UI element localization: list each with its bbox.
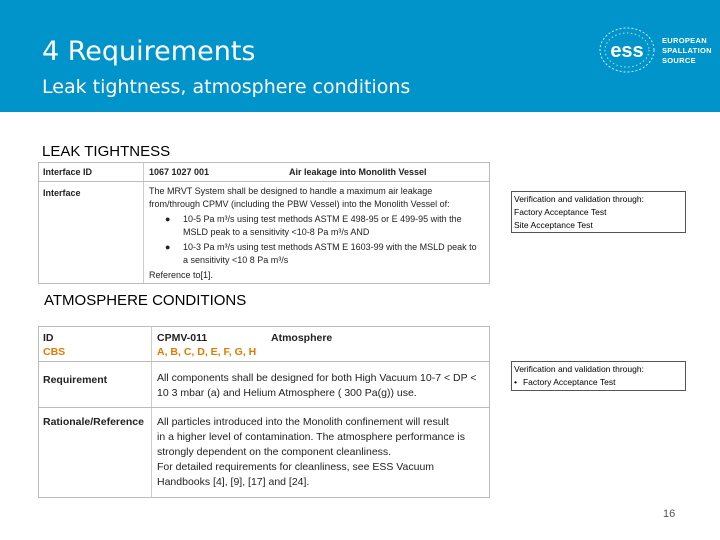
atmo-cbs-label: CBS — [43, 346, 66, 358]
atmo-verification-box — [511, 361, 686, 391]
svg-text:ess: ess — [610, 40, 644, 62]
logo-text-line2: SPALLATION — [662, 46, 712, 55]
verification-item: Site Acceptance Test — [514, 220, 593, 230]
atmo-id-value: CPMV-011 — [157, 332, 208, 344]
interface-text-line2: from/through CPMV (including the PBW Vessel) into the Monolith Vessel of: — [149, 199, 450, 209]
rationale-line: Handbooks [4], [9], [17] and [24]. — [157, 476, 310, 488]
table-divider — [39, 407, 490, 408]
interface-id-label: Interface ID — [43, 167, 93, 177]
leak-bullet-2-cont: a sensitivity <10 8 Pa m³/s — [183, 255, 289, 265]
atmosphere-heading: ATMOSPHERE CONDITIONS — [44, 292, 247, 309]
page-number: 16 — [663, 508, 676, 520]
requirement-label: Requirement — [43, 374, 108, 386]
rationale-label: Rationale/Reference — [43, 416, 144, 428]
verification-intro: Verification and validation through: — [514, 364, 644, 374]
leak-bullet-2: ● 10-3 Pa m³/s using test methods ASTM E 1603-99 with the MSLD peak to — [165, 242, 477, 252]
atmosphere-table — [38, 326, 490, 498]
ess-logo-mark-icon — [596, 24, 658, 76]
rationale-line: All particles introduced into the Monolith confinement will result — [157, 416, 449, 428]
slide-title: 4 Requirements — [42, 36, 256, 67]
leak-tightness-table — [38, 162, 490, 284]
logo-text-line1: EUROPEAN — [662, 36, 707, 45]
leak-tightness-heading: LEAK TIGHTNESS — [42, 143, 171, 160]
table-divider — [151, 327, 152, 498]
logo-text-line3: SOURCE — [662, 56, 696, 65]
rationale-line: strongly dependent on the component cleanliness. — [157, 446, 392, 458]
verification-item: • Factory Acceptance Test — [514, 377, 616, 387]
requirement-text-line2: 10 3 mbar (a) and Helium Atmosphere ( 300 Pa(g)) use. — [157, 387, 417, 399]
atmo-cbs-value: A, B, C, D, E, F, G, H — [157, 346, 257, 358]
interface-text-line1: The MRVT System shall be designed to handle a maximum air leakage — [149, 186, 433, 196]
atmo-id-label: ID — [43, 332, 54, 344]
atmo-title: Atmosphere — [271, 332, 333, 344]
interface-id-value: 1067 1027 001 — [149, 167, 210, 177]
rationale-line: in a higher level of contamination. The atmosphere performance is — [157, 431, 465, 443]
ess-logo — [596, 24, 716, 76]
slide-subtitle: Leak tightness, atmosphere conditions — [42, 76, 411, 98]
leak-verification-box — [511, 191, 686, 233]
table-divider — [39, 361, 490, 362]
interface-title: Air leakage into Monolith Vessel — [289, 167, 427, 177]
requirement-text-line1: All components shall be designed for both High Vacuum 10-7 < DP < — [157, 372, 477, 384]
leak-reference: Reference to[1]. — [149, 270, 214, 280]
verification-item: Factory Acceptance Test — [514, 207, 607, 217]
leak-bullet-1: ● 10-5 Pa m³/s using test methods ASTM E 498-95 or E 499-95 with the — [165, 214, 462, 224]
verification-intro: Verification and validation through: — [514, 194, 644, 204]
interface-label: Interface — [43, 188, 81, 198]
header-band — [0, 0, 720, 112]
leak-bullet-1-cont: MSLD peak to a sensitivity <10-8 Pa m³/s AND — [183, 227, 370, 237]
rationale-line: For detailed requirements for cleanliness, see ESS Vacuum — [157, 461, 435, 473]
table-divider — [39, 181, 490, 182]
